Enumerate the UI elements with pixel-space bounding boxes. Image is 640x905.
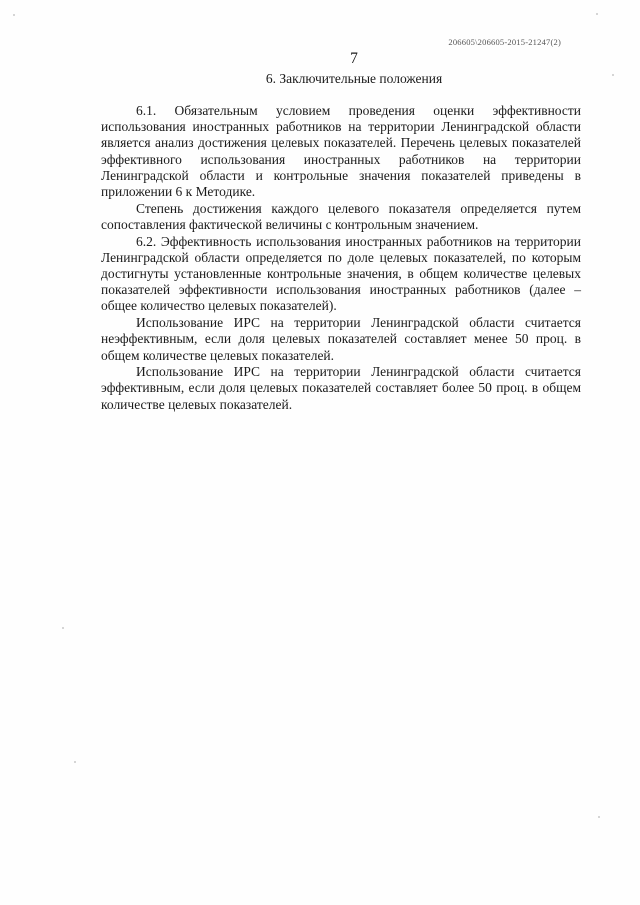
paragraph-6-2: 6.2. Эффективность использования иностранных работников на территории Ленинградской области определяется по доле целевых показателей, по которым достигнуты установленные контрольные значения, в общем количестве целевых показателей эффективности использования иностранных работников (далее – общее количество целевых показателей). <box>101 233 581 314</box>
paragraph-effective: Использование ИРС на территории Ленинградской области считается эффективным, если доля целевых показателей составляет более 50 проц. в общем количестве целевых показателей. <box>101 364 581 412</box>
scan-speck <box>62 627 64 629</box>
scan-speck <box>598 816 600 818</box>
paragraph-6-1-degree: Степень достижения каждого целевого показателя определяется путем сопоставления фактической величины с контрольным значением. <box>101 200 581 232</box>
paragraph-6-1: 6.1. Обязательным условием проведения оценки эффективности использования иностранных работников на территории Ленинградской области является анализ достижения целевых показателей. Перечень целевых показателей эффективного использования иностранных работников на территории Ленинградской области и контрольные значения показателей приведены в приложении 6 к Методике. <box>101 103 581 200</box>
paragraph-ineffective: Использование ИРС на территории Ленинградской области считается неэффективным, если доля целевых показателей составляет менее 50 проц. в общем количестве целевых показателей. <box>101 315 581 363</box>
scan-speck <box>596 13 598 15</box>
scan-speck <box>74 761 76 763</box>
scan-speck <box>612 74 614 76</box>
document-code: 206605\206605-2015-21247(2) <box>448 37 561 47</box>
section-title: 6. Заключительные положения <box>265 71 443 86</box>
scan-speck <box>13 14 15 16</box>
page-number: 7 <box>350 50 358 67</box>
body-text <box>101 103 581 413</box>
